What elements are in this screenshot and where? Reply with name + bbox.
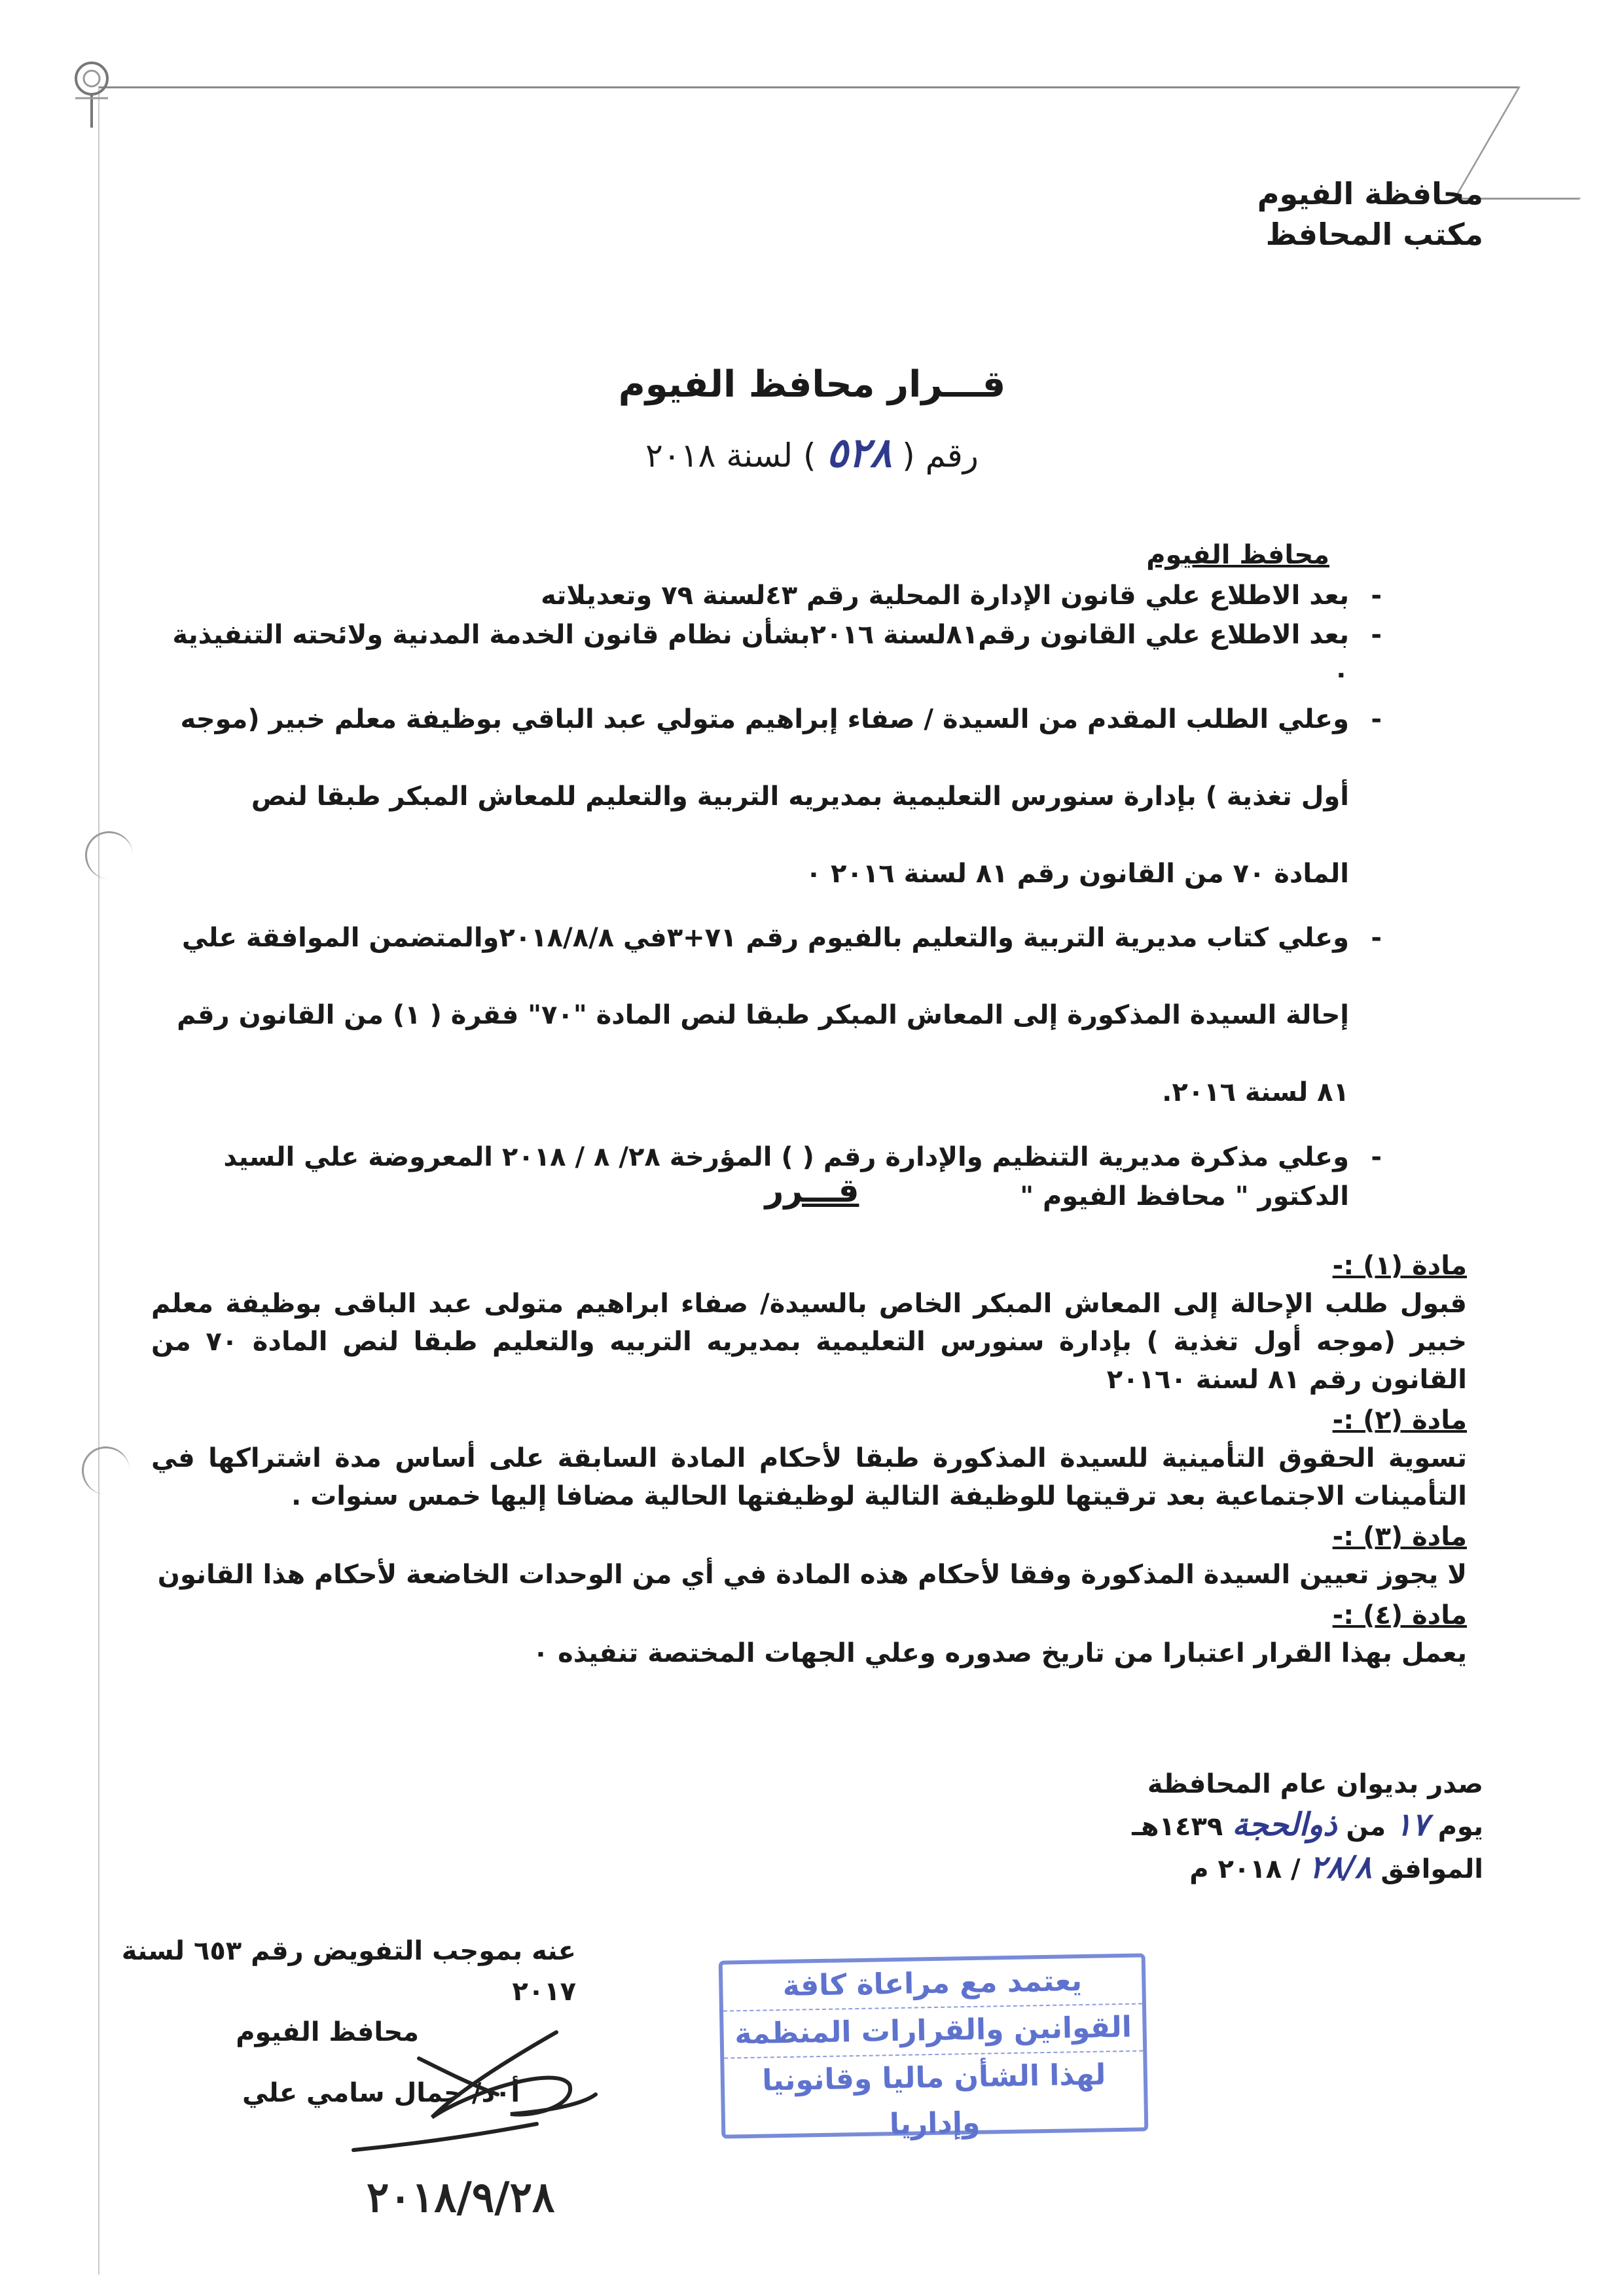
preamble-item: - بعد الاطلاع علي القانون رقم٨١لسنة ٢٠١٦بشأن نظام قانون الخدمة المدنية ولائحته التنفيذية ٠: [171, 615, 1349, 694]
stamp-line: لهذا الشأن ماليا وقانونيا وإداريا: [724, 2050, 1144, 2150]
signer-name: أ٠د/ جمال سامي علي: [242, 2078, 520, 2108]
article-heading: مادة (٣) :-: [1332, 1522, 1467, 1552]
gregorian-label: الموافق: [1380, 1854, 1483, 1884]
decision-heading: [0, 1172, 1624, 1210]
articles: [151, 1247, 1467, 1675]
punch-hole-mark: [82, 1446, 130, 1494]
issuer-heading: محافظ الفيوم: [1146, 540, 1329, 570]
delegation-line: عنه بموجب التفويض رقم ٦٥٣ لسنة ٢٠١٧: [121, 1936, 576, 2007]
decree-number-suffix: ) لسنة ٢٠١٨: [645, 437, 816, 475]
article-3: [151, 1518, 1467, 1594]
preamble-item: - وعلي كتاب مديرية التربية والتعليم بالفيوم رقم ٧١+٣في ٢٠١٨/٨/٨والمتضمن الموافقة علي إحالة السيدة المذكورة إلى المعاش المبكر طبقا لنص المادة "٧٠" فقرة ( ١) من القانون رقم ٨١ لسنة ٢٠١٦.: [171, 899, 1349, 1131]
decree-number-handwritten: ٥٢٨: [826, 429, 892, 476]
day-label: يوم: [1437, 1812, 1483, 1842]
delegation-title: محافظ الفيوم: [236, 2017, 419, 2047]
decree-number-prefix: رقم (: [902, 437, 979, 475]
handwritten-date: ٢٠١٨/٩/٢٨: [367, 2173, 555, 2222]
letterhead: [1257, 173, 1483, 255]
gregorian-year: / ٢٠١٨ م: [1189, 1854, 1301, 1884]
office-name: مكتب المحافظ: [1265, 217, 1483, 252]
punch-hole-mark: [85, 831, 133, 879]
preamble: [171, 576, 1349, 1216]
decree-title: قـــرار محافظ الفيوم: [618, 363, 1006, 406]
month-handwritten: ذوالحجة: [1232, 1806, 1337, 1843]
article-body: يعمل بهذا القرار اعتبارا من تاريخ صدوره وعلي الجهات المختصة تنفيذه ٠: [532, 1638, 1467, 1668]
article-heading: مادة (٤) :-: [1332, 1600, 1467, 1630]
article-1: [151, 1247, 1467, 1399]
preamble-item: - وعلي الطلب المقدم من السيدة / صفاء إبراهيم متولي عبد الباقي بوظيفة معلم خبير (موجه أول تغذية ) بإدارة سنورس التعليمية بمديريه التربية والتعليم للمعاش المبكر طبقا لنص المادة ٧٠ من القانون رقم ٨١ لسنة ٢٠١٦ ٠: [171, 681, 1349, 912]
issuance-block: [1132, 1764, 1483, 1890]
gregorian-handwritten: ٢٨/٨: [1309, 1849, 1372, 1886]
issuance-place: صدر بديوان عام المحافظة: [1147, 1769, 1483, 1799]
approval-stamp: [719, 1953, 1149, 2142]
stamp-line: القوانين والقرارات المنظمة: [723, 2003, 1143, 2057]
gregorian-date-line: [1132, 1847, 1483, 1890]
stamp-line: يعتمد مع مراعاة كافة: [782, 1964, 1083, 2003]
article-body: تسوية الحقوق التأمينية للسيدة المذكورة طبقا لأحكام المادة السابقة على أساس مدة اشتراكها في التأمينات الاجتماعية بعد ترقيتها للوظيفة التالية لوظيفتها الحالية مضافا إليها خمس سنوات .: [151, 1443, 1467, 1511]
preamble-item: - بعد الاطلاع علي قانون الإدارة المحلية رقم ٤٣لسنة ٧٩ وتعديلاته: [171, 576, 1349, 615]
hijri-year: ١٤٣٩هـ: [1132, 1812, 1223, 1842]
decree-number-line: [0, 429, 1624, 476]
governorate-name: محافظة الفيوم: [1257, 176, 1483, 211]
article-heading: مادة (٢) :-: [1332, 1405, 1467, 1435]
article-heading: مادة (١) :-: [1332, 1251, 1467, 1281]
preamble-item: - وعلي مذكرة مديرية التنظيم والإدارة رقم ( ) المؤرخة ٢٨/ ٨ / ٢٠١٨ المعروضة علي السيد الدكتور " محافظ الفيوم ": [171, 1138, 1349, 1216]
day-handwritten: ١٧: [1395, 1806, 1429, 1843]
article-body: لا يجوز تعيين السيدة المذكورة وفقا لأحكام هذه المادة في أي من الوحدات الخاضعة لأحكام هذا القانون: [157, 1560, 1467, 1590]
decision-heading-text: قـــرر: [765, 1172, 859, 1210]
hijri-date-line: [1132, 1804, 1483, 1847]
push-pin-icon: [62, 59, 121, 131]
article-4: [151, 1596, 1467, 1672]
article-2: [151, 1401, 1467, 1515]
article-body: قبول طلب الإحالة إلى المعاش المبكر الخاص بالسيدة/ صفاء ابراهيم متولى عبد الباقى بوظيفة معلم خبير (موجه أول تغذية ) بإدارة سنورس التعليمية بمديريه التربيه والتعليم طبقا لنص المادة ٧٠ من القانون رقم ٨١ لسنة ٢٠١٦٠: [151, 1289, 1468, 1395]
month-label: من: [1346, 1812, 1386, 1842]
